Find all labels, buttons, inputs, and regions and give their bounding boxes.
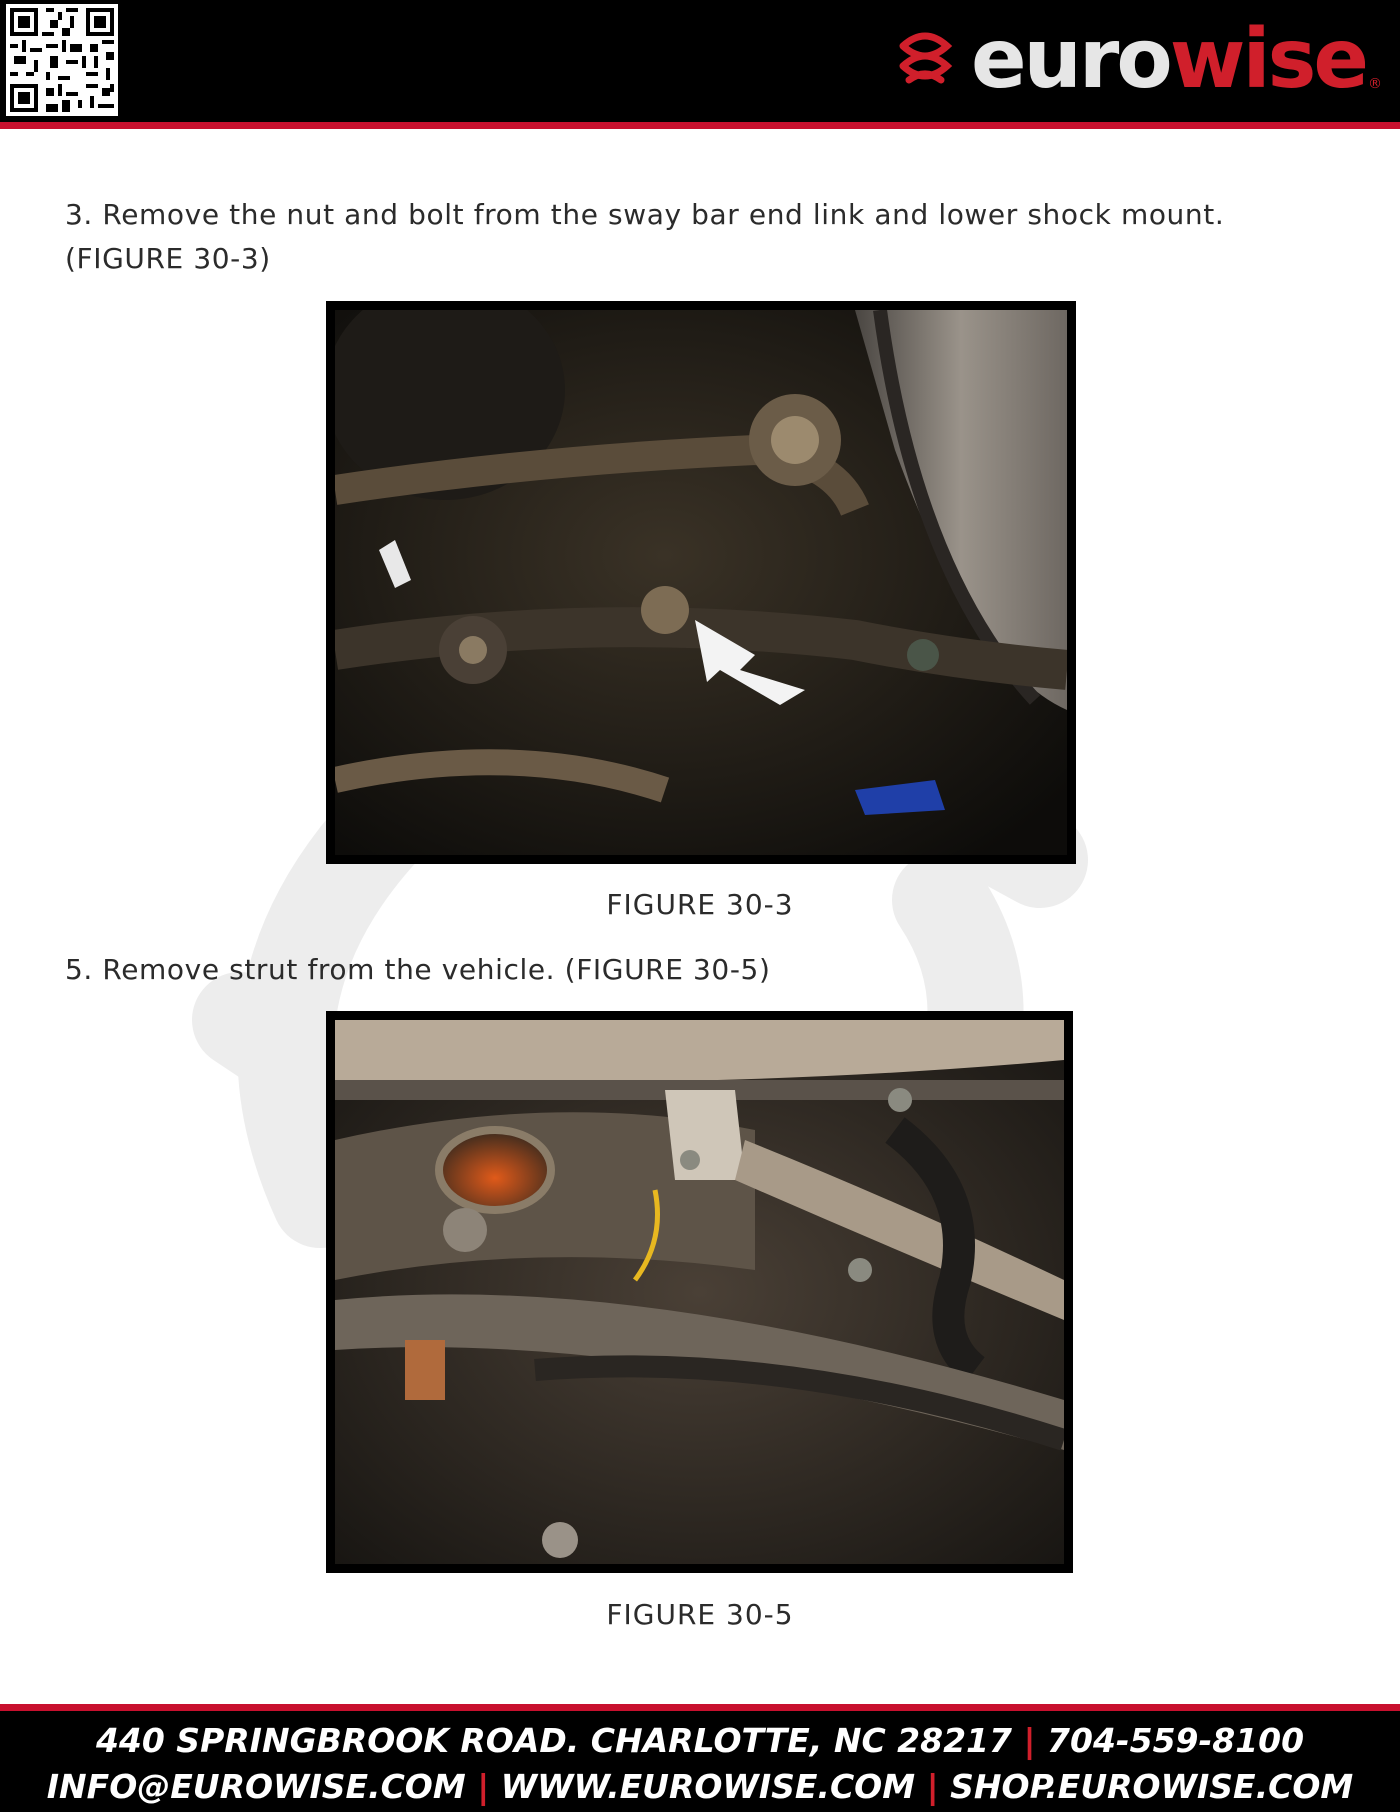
step-3-instruction: 3. Remove the nut and bolt from the sway bar end link and lower shock mount. (FIGURE 30-3) xyxy=(65,198,1225,275)
footer-shop-link[interactable]: SHOP.EUROWISE.COM xyxy=(950,1767,1354,1806)
footer-address-line xyxy=(0,1721,1400,1760)
eurowise-logo[interactable] xyxy=(885,12,1382,108)
footer-separator: | xyxy=(1023,1721,1036,1760)
footer-website-link[interactable]: WWW.EUROWISE.COM xyxy=(500,1767,916,1806)
figure-30-5-caption: FIGURE 30-5 xyxy=(606,1598,794,1631)
footer-phone[interactable]: 704-559-8100 xyxy=(1047,1721,1305,1760)
footer-address: 440 SPRINGBROOK ROAD. CHARLOTTE, NC 28217 xyxy=(95,1721,1012,1760)
page-header xyxy=(0,0,1400,122)
figure-30-3-caption: FIGURE 30-3 xyxy=(606,888,794,921)
footer-links-line xyxy=(0,1767,1400,1806)
footer-accent-stripe xyxy=(0,1704,1400,1711)
header-accent-stripe xyxy=(0,122,1400,129)
logo-wordmark: eurowise xyxy=(970,12,1366,107)
footer-separator: | xyxy=(926,1767,939,1806)
logo-mark-icon xyxy=(885,20,965,100)
figure-30-3-photo xyxy=(326,301,1076,864)
footer-email-link[interactable]: INFO@EUROWISE.COM xyxy=(46,1767,466,1806)
registered-mark: ® xyxy=(1368,76,1382,92)
page-footer xyxy=(0,1711,1400,1812)
figure-30-5-photo xyxy=(326,1011,1073,1573)
step-5-instruction: 5. Remove strut from the vehicle. (FIGURE 30-5) xyxy=(65,953,771,986)
qr-code[interactable] xyxy=(6,4,118,116)
footer-separator: | xyxy=(477,1767,490,1806)
